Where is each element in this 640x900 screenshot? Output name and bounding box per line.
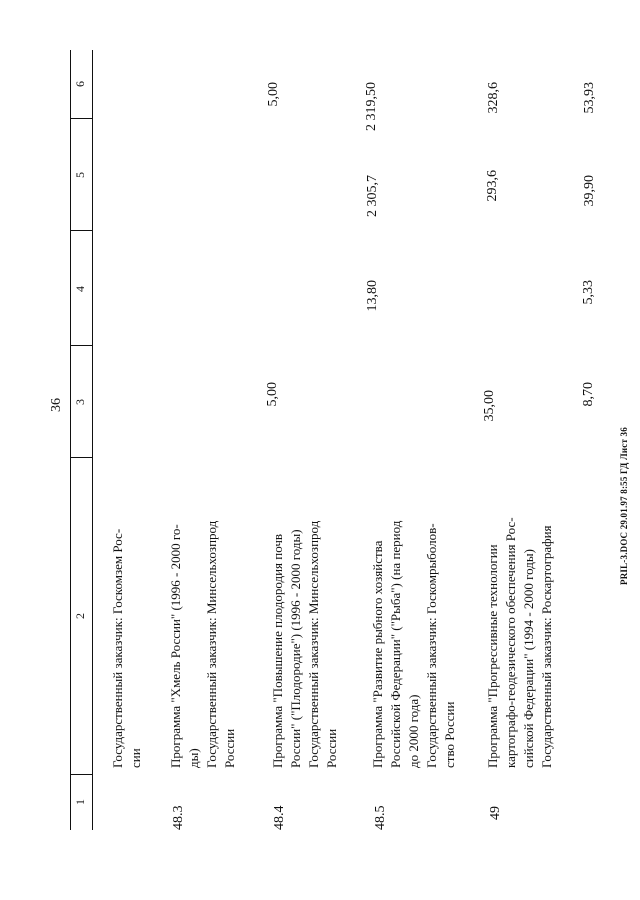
value-col4: 5,33 [581, 280, 596, 305]
value-col5: 293,6 [485, 170, 500, 202]
row-description: Государственный заказчик: Госкомзем Рос- сии [110, 528, 143, 768]
row-number: 48.4 [272, 805, 287, 830]
value-col6: 2 319,50 [364, 82, 379, 131]
col-sep [70, 118, 92, 119]
value-col6: 5,00 [266, 82, 281, 107]
value-col4: 13,80 [365, 280, 380, 312]
col-sep [70, 230, 92, 231]
col-sep [70, 345, 92, 346]
col-number: 1 [73, 799, 87, 805]
row-description: Программа "Прогрессивные технологии картографо-геодезического обеспечения Рос- сийской Федерации" (1994 - 2000 годы) Государственный заказчик: Роскартография [485, 517, 554, 768]
value-col6: 53,93 [582, 82, 597, 114]
row-number: 49 [488, 806, 503, 820]
value-col6: 328,6 [486, 82, 501, 114]
value-col5: 2 305,7 [365, 175, 380, 217]
table-top-rule [70, 50, 71, 830]
col-number: 6 [73, 81, 87, 87]
col-sep [70, 457, 92, 458]
col-number: 2 [73, 613, 87, 619]
value-col3: 8,70 [581, 382, 596, 407]
row-number: 48.5 [373, 805, 388, 830]
row-description: Программа "Хмель России" (1996 - 2000 го- ды) Государственный заказчик: Минсельхозпрод России [168, 520, 237, 768]
col-number: 3 [73, 399, 87, 405]
value-col3: 5,00 [265, 382, 280, 407]
page-footer: PRIL-3.DOC 29.01.97 8:55 ГД Лист 36 [619, 427, 629, 585]
col-sep [70, 774, 92, 775]
page-number: 36 [49, 398, 64, 412]
col-number: 4 [73, 286, 87, 292]
row-description: Программа "Повышение плодородия почв России" ("Плодородие") (1996 - 2000 годы) Государственный заказчик: Минсельхозпрод России [270, 520, 339, 768]
col-number: 5 [73, 172, 87, 178]
value-col3: 35,00 [482, 390, 497, 422]
value-col5: 39,90 [582, 175, 597, 207]
table [70, 50, 620, 830]
row-number: 48.3 [171, 805, 186, 830]
row-description: Программа "Развитие рыбного хозяйства Российской Федерации" ("Рыба") (на период до 2000 года) Государственный заказчик: Госкомрыболов- ство России [370, 520, 457, 768]
table-header-rule [92, 50, 93, 830]
